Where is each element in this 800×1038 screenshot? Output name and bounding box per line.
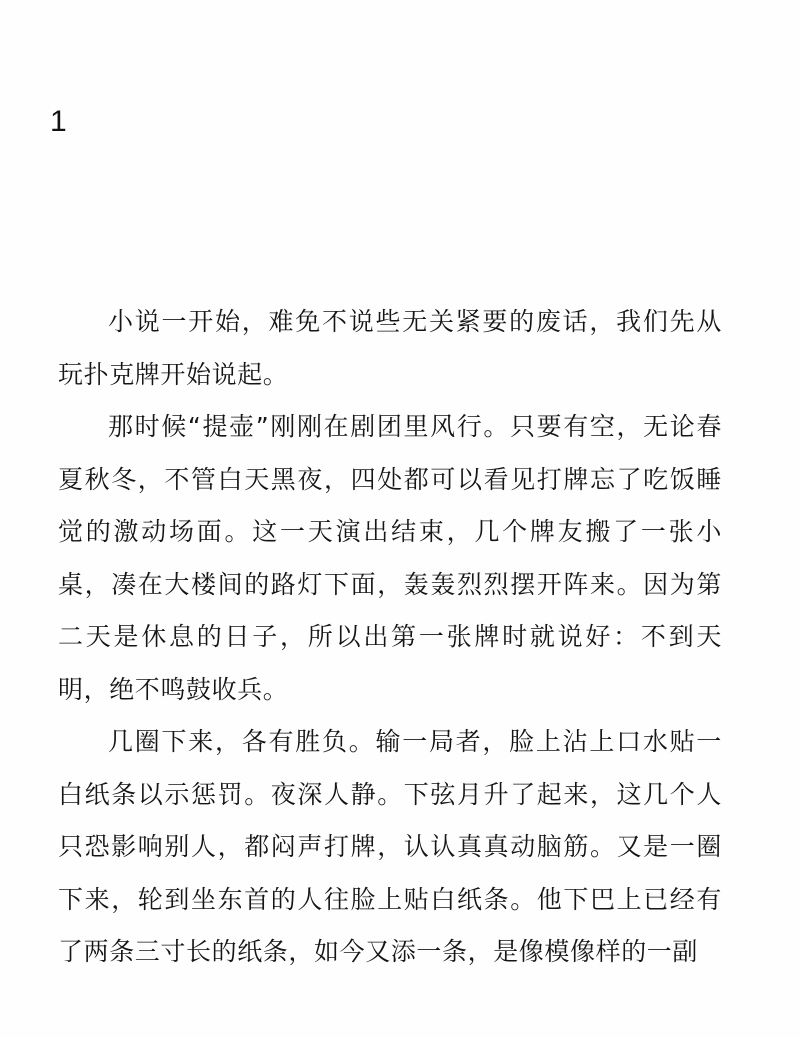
chapter-body bbox=[58, 296, 722, 979]
paragraph: 那时候“提壶”刚刚在剧团里风行。只要有空，无论春夏秋冬，不管白天黑夜，四处都可以看见打牌忘了吃饭睡觉的激动场面。这一天演出结束，几个牌友搬了一张小桌，凑在大楼间的路灯下面，轰轰烈烈摆开阵来。因为第二天是休息的日子，所以出第一张牌时就说好：不到天明，绝不鸣鼓收兵。 bbox=[58, 412, 722, 704]
paragraph: 小说一开始，难免不说些无关紧要的废话，我们先从玩扑克牌开始说起。 bbox=[58, 307, 722, 389]
chapter-number: 1 bbox=[50, 105, 67, 138]
paragraph: 几圈下来，各有胜负。输一局者，脸上沾上口水贴一白纸条以示惩罚。夜深人静。下弦月升了起来，这几个人只恐影响别人，都闷声打牌，认认真真动脑筋。又是一圈下来，轮到坐东首的人往脸上贴白纸条。他下巴上已经有了两条三寸长的纸条，如今又添一条，是像模像样的一副 bbox=[58, 727, 722, 966]
